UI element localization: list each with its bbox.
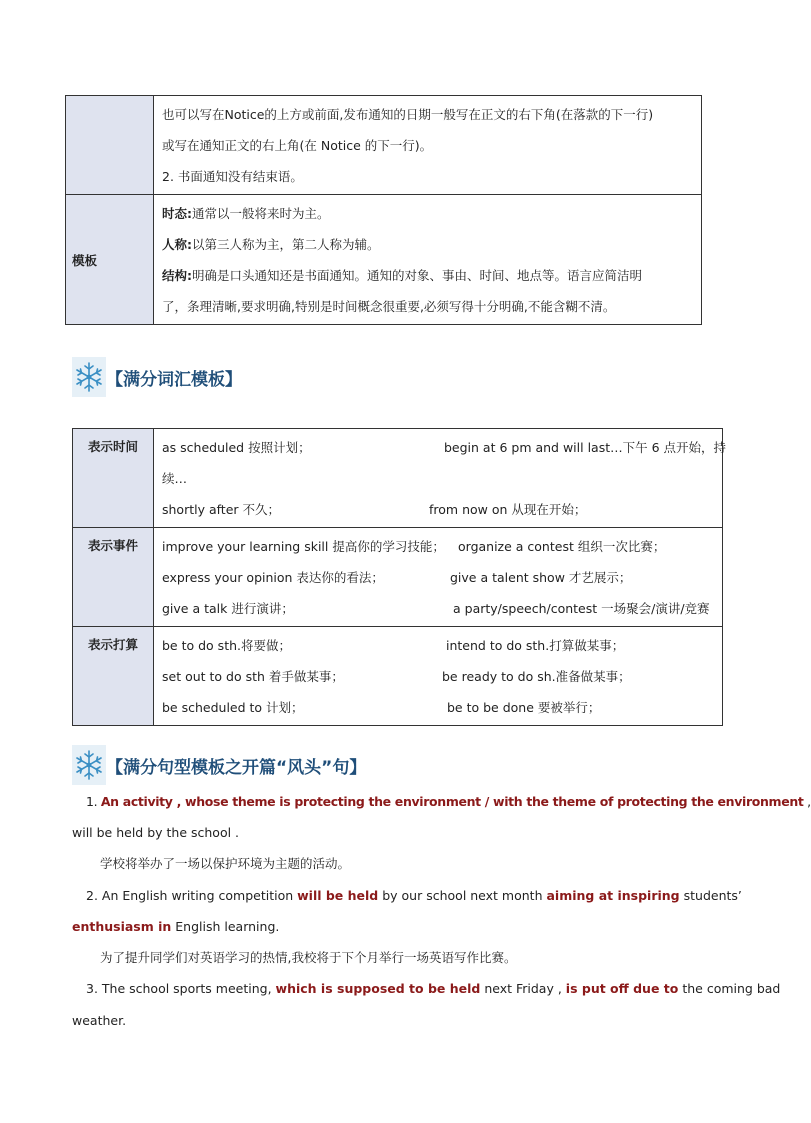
text-line bbox=[162, 198, 693, 229]
vocab-line bbox=[162, 630, 716, 661]
vocab-phrase: give a talent show 才艺展示； bbox=[450, 570, 632, 585]
vocab-phrase: be to be done 要被举行； bbox=[447, 700, 601, 715]
key-phrase: is put off due to bbox=[565, 981, 679, 996]
text-line bbox=[162, 260, 693, 291]
sentence-text: 2. An English writing competition bbox=[86, 888, 298, 903]
key-phrase: An activity , whose theme is protecting the environment / with the theme of protecting the environment bbox=[100, 794, 804, 809]
vocab-phrase: give a talk 进行演讲； bbox=[162, 601, 294, 616]
sentence-2-line-2 bbox=[72, 911, 723, 942]
vocab-table bbox=[72, 428, 727, 726]
key-phrase: enthusiasm in bbox=[72, 919, 172, 934]
sentence-number: 1. bbox=[86, 794, 101, 809]
vocab-line bbox=[162, 661, 716, 692]
sentence-3-line-2: weather. bbox=[72, 1013, 127, 1028]
vocab-line bbox=[162, 432, 727, 463]
section-title: 【满分句型模板之开篇“风头”句】 bbox=[106, 758, 367, 778]
vocab-phrase: a party/speech/contest 一场聚会/演讲/竞赛 bbox=[453, 601, 710, 616]
key-phrase: which is supposed to be held bbox=[275, 981, 481, 996]
text-line bbox=[162, 229, 693, 260]
term-label: 人称: bbox=[162, 237, 192, 252]
sentence-text: next Friday , bbox=[480, 981, 566, 996]
row-label: 表示打算 bbox=[73, 627, 154, 726]
sentence-text: the coming bad bbox=[678, 981, 781, 996]
vocab-line bbox=[162, 494, 716, 525]
table-row bbox=[73, 429, 723, 528]
vocab-phrase: intend to do sth.打算做某事； bbox=[446, 638, 625, 653]
row-label: 模板 bbox=[66, 195, 154, 325]
table-row bbox=[66, 96, 702, 195]
vocab-phrase: 续… bbox=[162, 471, 188, 486]
sentence-1-translation: 学校将举办了一场以保护环境为主题的活动。 bbox=[100, 856, 351, 871]
vocab-line bbox=[162, 692, 716, 723]
sentence-2-translation: 为了提升同学们对英语学习的热情,我校将于下个月举行一场英语写作比赛。 bbox=[100, 950, 517, 965]
vocab-phrase: organize a contest 组织一次比赛； bbox=[458, 539, 666, 554]
snowflake-icon bbox=[72, 357, 106, 397]
vocab-phrase: express your opinion 表达你的看法； bbox=[162, 570, 384, 585]
vocab-phrase: from now on 从现在开始； bbox=[429, 502, 587, 517]
term-text: 通常以一般将来时为主。 bbox=[192, 206, 330, 221]
vocab-line bbox=[162, 531, 716, 562]
row-content bbox=[154, 528, 723, 627]
vocab-phrase: be scheduled to 计划； bbox=[162, 700, 304, 715]
key-phrase: will be held bbox=[297, 888, 379, 903]
vocab-phrase: begin at 6 pm and will last…下午 6 点开始，持 bbox=[444, 440, 727, 455]
row-content bbox=[154, 96, 702, 195]
vocab-phrase: be to do sth.将要做； bbox=[162, 638, 291, 653]
key-phrase: aiming at inspiring bbox=[546, 888, 680, 903]
term-text: 以第三人称为主，第二人称为辅。 bbox=[192, 237, 380, 252]
vocab-phrase: improve your learning skill 提高你的学习技能； bbox=[162, 539, 445, 554]
sentence-text: by our school next month bbox=[378, 888, 547, 903]
term-label: 结构: bbox=[162, 268, 192, 283]
sentence-text: , bbox=[803, 794, 811, 809]
row-content bbox=[154, 627, 723, 726]
row-content bbox=[154, 195, 702, 325]
vocab-phrase: as scheduled 按照计划； bbox=[162, 440, 311, 455]
text-line: 也可以写在Notice的上方或前面,发布通知的日期一般写在正文的右下角(在落款的下一行) bbox=[162, 107, 654, 122]
row-label bbox=[66, 96, 154, 195]
sentence-3-line-1 bbox=[86, 973, 781, 1004]
sentence-2-line-1 bbox=[86, 880, 742, 911]
vocab-line bbox=[162, 463, 716, 494]
sentence-text: English learning. bbox=[171, 919, 280, 934]
vocab-line bbox=[162, 593, 716, 624]
vocab-phrase: shortly after 不久； bbox=[162, 502, 281, 517]
sentence-1-line-2: will be held by the school . bbox=[72, 825, 240, 840]
table-row bbox=[73, 627, 723, 726]
sentence-text: 3. The school sports meeting, bbox=[86, 981, 276, 996]
vocab-phrase: be ready to do sh.准备做某事； bbox=[442, 669, 631, 684]
row-label: 表示时间 bbox=[73, 429, 154, 528]
text-line: 了，条理清晰,要求明确,特别是时间概念很重要,必须写得十分明确,不能含糊不清。 bbox=[162, 299, 616, 314]
vocab-phrase: set out to do sth 着手做某事； bbox=[162, 669, 344, 684]
section-title: 【满分词汇模板】 bbox=[106, 370, 242, 390]
notice-rules-table bbox=[65, 95, 702, 325]
term-label: 时态: bbox=[162, 206, 192, 221]
text-line: 2. 书面通知没有结束语。 bbox=[162, 169, 303, 184]
table-row bbox=[66, 195, 702, 325]
snowflake-icon bbox=[72, 745, 106, 785]
text-line: 或写在通知正文的右上角(在 Notice 的下一行)。 bbox=[162, 138, 433, 153]
row-label: 表示事件 bbox=[73, 528, 154, 627]
vocab-line bbox=[162, 562, 716, 593]
row-content bbox=[154, 429, 727, 528]
sentence-text: students’ bbox=[679, 888, 742, 903]
table-row bbox=[73, 528, 723, 627]
sentence-1-line-1 bbox=[86, 786, 811, 817]
term-text: 明确是口头通知还是书面通知。通知的对象、事由、时间、地点等。语言应简洁明 bbox=[192, 268, 643, 283]
